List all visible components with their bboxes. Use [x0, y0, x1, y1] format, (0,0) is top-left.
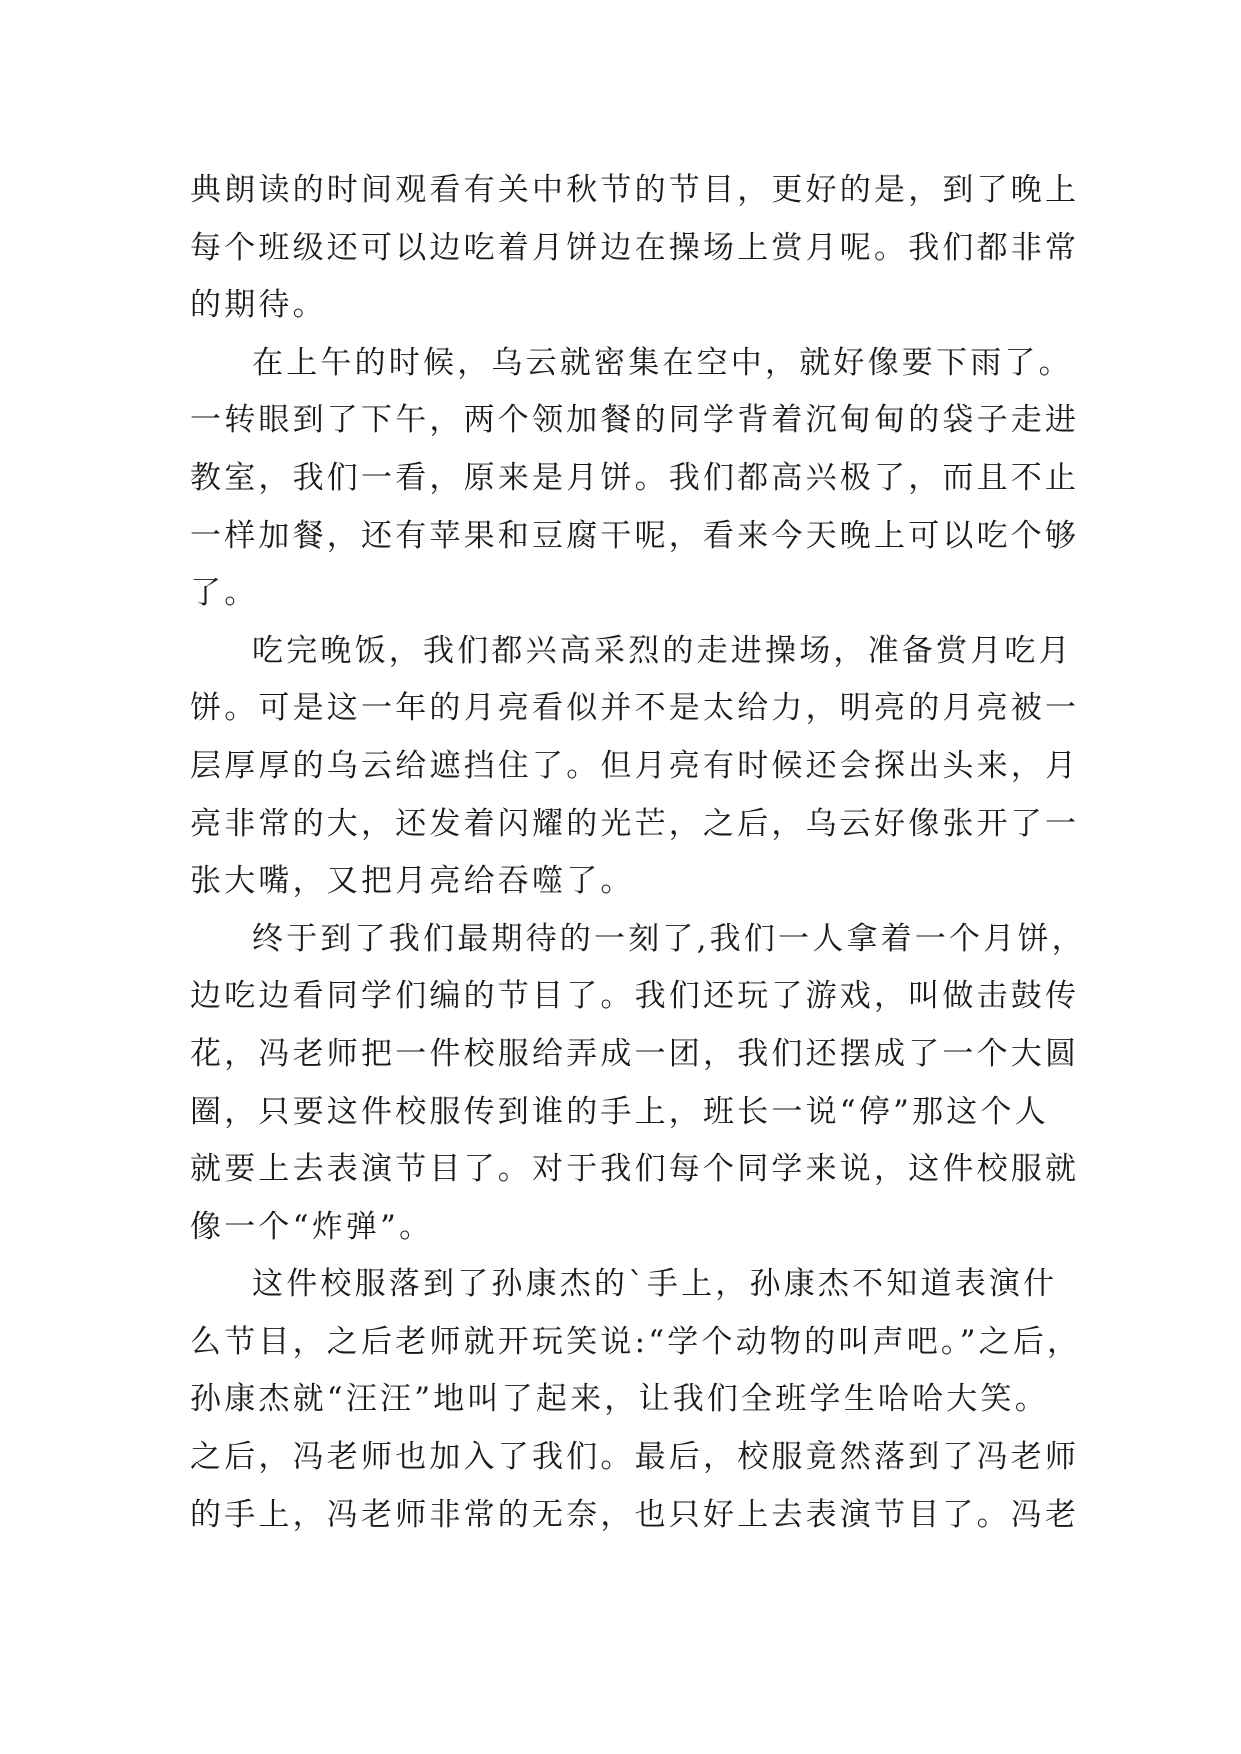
text-line: 就要上去表演节目了。对于我们每个同学来说，这件校服就 [190, 1151, 1080, 1188]
text-line: 张大嘴，又把月亮给吞噬了。 [190, 863, 635, 900]
text-line: 一转眼到了下午，两个领加餐的同学背着沉甸甸的袋子走进 [190, 402, 1080, 439]
text-line: 孙康杰就“汪汪”地叫了起来，让我们全班学生哈哈大笑。 [190, 1381, 1049, 1418]
text-line: 之后，冯老师也加入了我们。最后，校服竟然落到了冯老师 [190, 1439, 1080, 1476]
text-line: 一样加餐，还有苹果和豆腐干呢，看来今天晚上可以吃个够 [190, 517, 1080, 554]
paragraph-start-line: 在上午的时候，乌云就密集在空中，就好像要下雨了。 [252, 344, 1073, 381]
paragraph-start-line: 终于到了我们最期待的一刻了,我们一人拿着一个月饼， [252, 920, 1086, 957]
body-text [190, 162, 1086, 1544]
text-line: 的期待。 [190, 287, 327, 324]
text-line: 典朗读的时间观看有关中秋节的节目，更好的是，到了晚上 [190, 172, 1080, 208]
text-line: 圈，只要这件校服传到谁的手上，班长一说“停”那这个人 [190, 1093, 1049, 1130]
text-line: 花，冯老师把一件校服给弄成一团，我们还摆成了一个大圆 [190, 1035, 1080, 1072]
text-line: 了。 [190, 575, 259, 612]
text-line: 教室，我们一看，原来是月饼。我们都高兴极了，而且不止 [190, 459, 1080, 496]
text-line: 边吃边看同学们编的节目了。我们还玩了游戏，叫做击鼓传 [190, 978, 1080, 1015]
paragraph-start-line: 吃完晚饭，我们都兴高采烈的走进操场，准备赏月吃月 [252, 632, 1073, 669]
text-line: 像一个“炸弹”。 [190, 1208, 434, 1245]
text-line: 的手上，冯老师非常的无奈，也只好上去表演节目了。冯老 [190, 1496, 1080, 1533]
text-line: 亮非常的大，还发着闪耀的光芒，之后，乌云好像张开了一 [190, 805, 1080, 842]
text-line: 每个班级还可以边吃着月饼边在操场上赏月呢。我们都非常 [190, 229, 1080, 266]
text-line: 层厚厚的乌云给遮挡住了。但月亮有时候还会探出头来，月 [190, 747, 1080, 784]
paragraph-start-line: 这件校服落到了孙康杰的`手上，孙康杰不知道表演什 [252, 1266, 1058, 1303]
text-line: 饼。可是这一年的月亮看似并不是太给力，明亮的月亮被一 [190, 690, 1080, 727]
text-line: 么节目，之后老师就开玩笑说:“学个动物的叫声吧。”之后， [190, 1323, 1082, 1360]
